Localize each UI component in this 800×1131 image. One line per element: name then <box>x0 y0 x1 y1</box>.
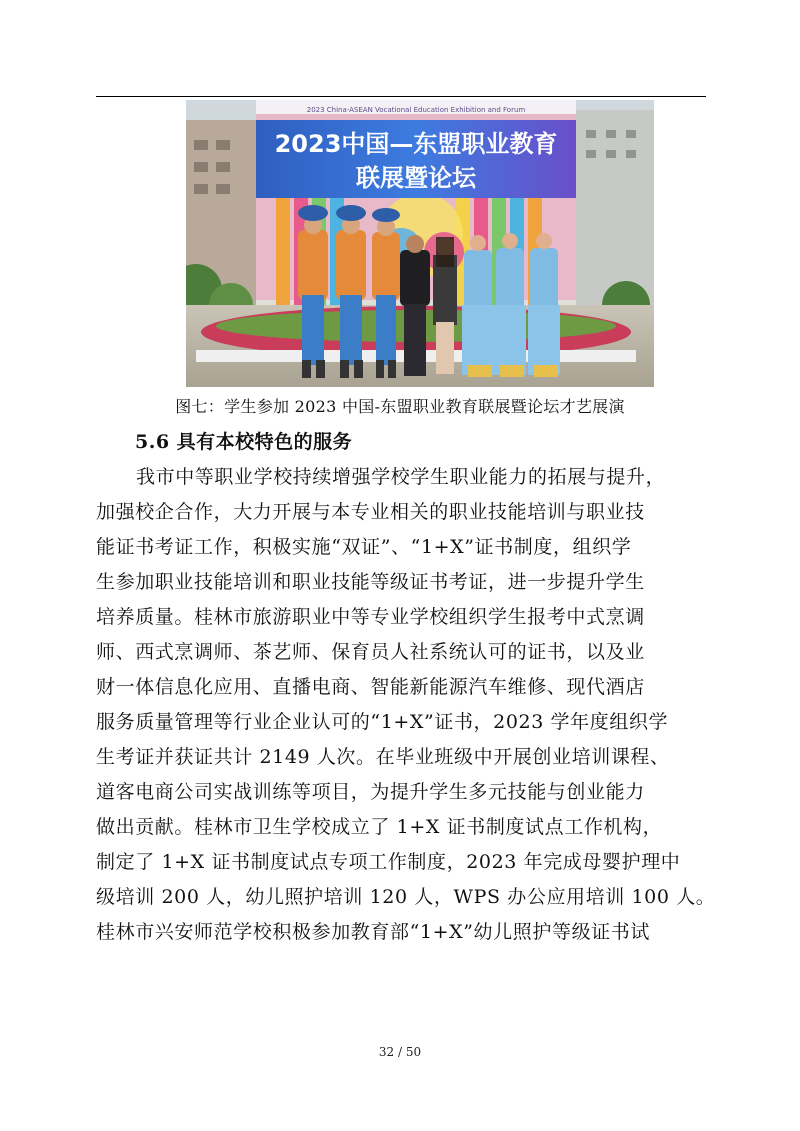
body-line: 制定了 1+X 证书制度试点专项工作制度，2023 年完成母婴护理中 <box>96 851 681 873</box>
body-line: 生考证并获证共计 2149 人次。在毕业班级中开展创业培训课程、 <box>96 746 670 768</box>
banner-subtitle: 2023 China-ASEAN Vocational Education Exhibition and Forum <box>306 106 526 114</box>
body-line: 培养质量。桂林市旅游职业中等专业学校组织学生报考中式烹调 <box>96 606 645 628</box>
header-rule <box>96 96 706 97</box>
event-photo <box>186 100 654 387</box>
body-line: 财一体信息化应用、直播电商、智能新能源汽车维修、现代酒店 <box>96 676 645 698</box>
body-line: 做出贡献。桂林市卫生学校成立了 1+X 证书制度试点工作机构， <box>96 816 663 838</box>
banner-title-line1: 2023中国—东盟职业教育 <box>274 130 558 158</box>
figure-caption: 图七：学生参加 2023 中国-东盟职业教育联展暨论坛才艺展演 <box>175 397 625 416</box>
body-line: 师、西式烹调师、茶艺师、保育员人社系统认可的证书，以及业 <box>96 641 645 663</box>
page-number: 32 / 50 <box>378 1045 422 1059</box>
banner-title-line2: 联展暨论坛 <box>356 164 476 192</box>
body-line: 服务质量管理等行业企业认可的“1+X”证书，2023 学年度组织学 <box>96 711 669 733</box>
section-heading: 5.6 具有本校特色的服务 <box>135 431 353 453</box>
body-line: 能证书考证工作，积极实施“双证”、“1+X”证书制度，组织学 <box>96 536 632 558</box>
body-line: 道客电商公司实战训练等项目，为提升学生多元技能与创业能力 <box>96 781 645 803</box>
body-line: 级培训 200 人，幼儿照护培训 120 人，WPS 办公应用培训 100 人。 <box>96 886 716 908</box>
body-text <box>96 460 716 950</box>
body-line: 生参加职业技能培训和职业技能等级证书考证，进一步提升学生 <box>96 571 645 593</box>
body-line: 我市中等职业学校持续增强学校学生职业能力的拓展与提升， <box>136 466 666 488</box>
body-line: 桂林市兴安师范学校积极参加教育部“1+X”幼儿照护等级证书试 <box>96 921 650 943</box>
body-line: 加强校企合作，大力开展与本专业相关的职业技能培训与职业技 <box>96 501 645 523</box>
